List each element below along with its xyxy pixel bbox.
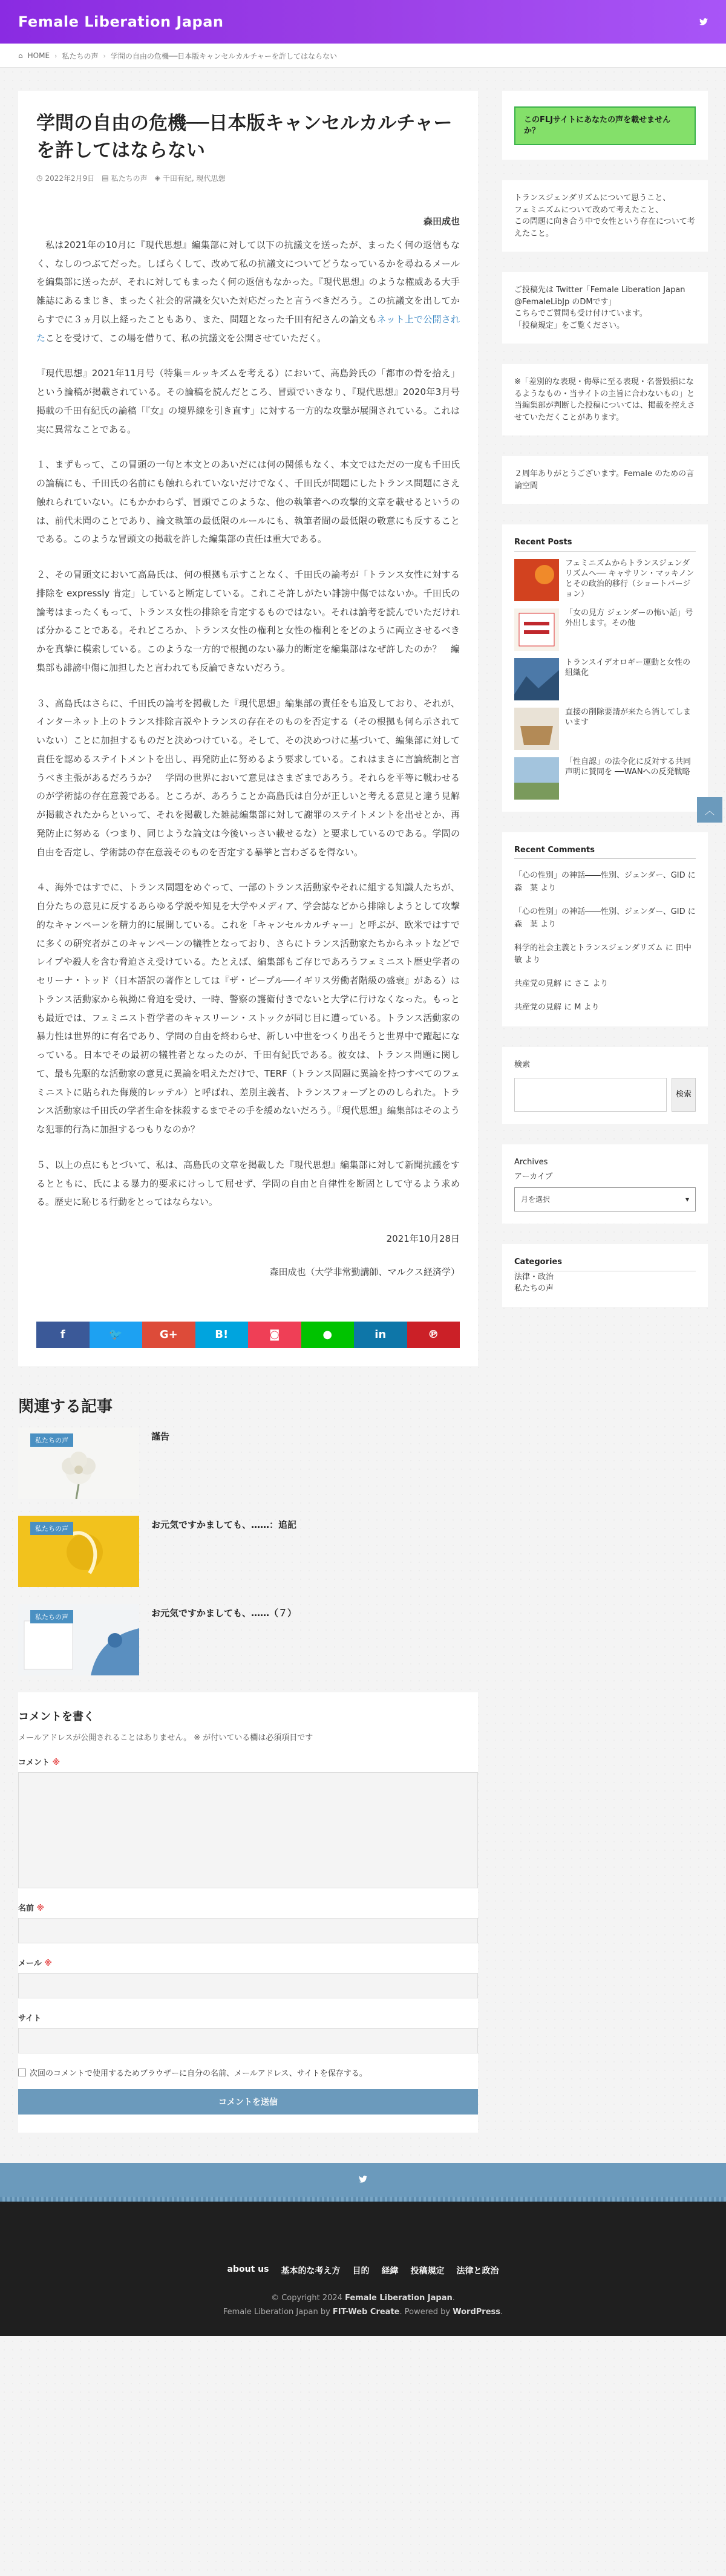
- comment-textarea[interactable]: [18, 1772, 478, 1888]
- related-item[interactable]: [18, 1604, 478, 1675]
- text-widget: [502, 364, 708, 435]
- related-heading: 関連する記事: [18, 1397, 113, 1416]
- copyright: © Copyright 2024 Female Liberation Japan.: [271, 2293, 455, 2303]
- footer-link[interactable]: about us: [227, 2264, 269, 2274]
- promo-widget: [502, 91, 708, 160]
- twitter-bird-icon[interactable]: [359, 2174, 367, 2185]
- credit-line: Female Liberation Japan by FIT-Web Create. Powered by WordPress.: [223, 2307, 503, 2317]
- footer-link[interactable]: 法律と政治: [456, 2266, 499, 2276]
- author-name: 森田成也: [423, 215, 460, 227]
- recent-post[interactable]: [514, 658, 696, 700]
- paragraph: ３、高島氏はさらに、千田氏の論考を掲載した『現代思想』編集部の責任をも追及しており、それが、インターネット上のトランス排除言説やトランスの存在そのものを否定する（その根拠も何ら示されていない）ことに加担するものだと決めつけている。そして、その決めつけに基づいて、編集部に対して責任を認めるステイトメントを出し、再発防止に努めるよう要求している。これはまさに言論統制と言うべき主張があるだろうか？ 学問の世界において意見はさまざまであろう。それらを平等に戦わせるのが学術誌の存在意義である。ところが、あろうことか高島氏は自分が正しいと考える意見と違う見解が掲載されたからといって、それを掲載した雑誌編集部に対して謝罪のステイトメントを出せとか、再発防止に努める（つまり、同じような論文は今後いっさい載せるな）と要求しているのである。学問の自由を否定し、学術誌の存在意義そのものを否定する暴挙と言わざるを得ない。: [36, 697, 460, 858]
- footer-link[interactable]: 経緯: [381, 2266, 399, 2276]
- category-item[interactable]: 私たちの声: [514, 1284, 554, 1294]
- recent-comments-widget: [502, 832, 708, 1026]
- archive-select[interactable]: 月を選択 ▾: [514, 1187, 696, 1211]
- recent-post-title[interactable]: トランスイデオロギー運動と女性の組織化: [565, 657, 691, 677]
- sidebar: [502, 91, 708, 2133]
- recent-comment[interactable]: 科学的社会主義とトランスジェンダリズム に 田中 敏 より: [514, 943, 699, 965]
- footer-link[interactable]: 投稿規定: [410, 2266, 445, 2276]
- consent-checkbox[interactable]: [18, 2069, 26, 2076]
- recent-post-title[interactable]: フェミニズムからトランスジェンダリズムへ── キャサリン・マッキノンとその政治的移行（ショートバージョン）: [565, 558, 695, 599]
- category-tag: 私たちの声: [30, 1610, 73, 1623]
- recent-post[interactable]: [514, 559, 696, 601]
- recent-posts-title: Recent Posts: [514, 536, 696, 552]
- letter-signature: 森田成也（大学非常勤講師、マルクス経済学）: [269, 1266, 460, 1277]
- search-widget: [502, 1047, 708, 1124]
- related-title[interactable]: 謹告: [151, 1430, 170, 1442]
- name-label: 名前 ※: [18, 1903, 45, 1913]
- category-tag: 私たちの声: [30, 1433, 73, 1447]
- email-label: メール ※: [18, 1958, 52, 1968]
- share-hatena-button[interactable]: B!: [195, 1322, 249, 1348]
- recent-thumb[interactable]: [514, 559, 559, 601]
- letter-date: 2021年10月28日: [386, 1233, 460, 1245]
- widget-text: ２周年ありがとうございます。Female のための言論空間: [514, 469, 695, 491]
- content-container: [18, 91, 708, 2133]
- recent-comment[interactable]: 「心の性別」の神話――性別、ジェンダー、GID に 森 葉 より: [514, 907, 696, 929]
- site-footer: [0, 2202, 726, 2336]
- recent-thumb[interactable]: [514, 757, 559, 800]
- category-item[interactable]: 法律・政治: [514, 1272, 554, 1282]
- recent-post-title[interactable]: 「性自認」の法令化に反対する共同声明に賛同を ──WANへの反発戦略: [565, 757, 692, 777]
- share-buttons: [36, 1322, 460, 1348]
- comment-label: コメント ※: [18, 1758, 60, 1767]
- text-widget: [502, 272, 708, 344]
- date-meta: ◷ 2022年2月9日: [36, 174, 95, 183]
- clock-icon: ◷: [36, 174, 43, 183]
- widget-text: ※「差別的な表現・侮辱に至る表現・名誉毀損になるようなもの・当サイトの主旨に合わないもの」と当編集部が判断した投稿については、掲載を控えさせていただくことがあります。: [514, 377, 695, 422]
- consent-label: 次回のコメントで使用するためブラウザーに自分の名前、メールアドレス、サイトを保存する。: [30, 2069, 367, 2078]
- recent-thumb[interactable]: [514, 608, 559, 651]
- name-field[interactable]: [18, 1918, 478, 1943]
- paragraph: ５、以上の点にもとづいて、私は、高島氏の文章を掲載した『現代思想』編集部に対して新聞抗議をするとともに、氏による暴力的要求にけっして屈せず、学問の自由と自律性を断固として守るよう求める。歴史に恥じる行動をとってはならない。: [36, 1159, 460, 1208]
- archives-title: Archives: [514, 1158, 548, 1167]
- home-icon: ⌂: [18, 51, 23, 60]
- folder-icon: ▤: [102, 174, 109, 183]
- share-googleplus-button[interactable]: G+: [142, 1322, 195, 1348]
- breadcrumb-bar: [0, 44, 726, 68]
- promo-button[interactable]: このFLJサイトにあなたの声を載せませんか？: [514, 106, 696, 145]
- search-button[interactable]: 検索: [672, 1078, 696, 1112]
- recent-thumb[interactable]: [514, 708, 559, 750]
- recent-comment[interactable]: 共産党の見解 に M より: [514, 1002, 600, 1012]
- recent-posts-widget: [502, 524, 708, 812]
- related-item[interactable]: [18, 1427, 478, 1499]
- related-title[interactable]: お元気ですかましても、……：追記: [151, 1519, 297, 1530]
- chevron-down-icon: ▾: [685, 1195, 689, 1204]
- categories-widget: [502, 1244, 708, 1307]
- recent-thumb[interactable]: [514, 658, 559, 700]
- share-line-button[interactable]: ●: [301, 1322, 355, 1348]
- paragraph: ２、その冒頭文において高島氏は、何の根拠も示すことなく、千田氏の論考が「トランス女性に対する排除を expressly 肯定」していると断定している。これこそ許しがたい誹謗中傷ではないか。千田氏の論考はまったくもって、トランス女性の排除を肯定するものではない。それは論考を読んでいただければ分かることである。それどころか、トランス女性の権利と女性の権利とをどのように両立させるべきかを真摯に模索している。このような一方的で根拠のない暴力的断定を編集部はなぜ許したのか？ 編集部も誹謗中傷に加担したと言われても反論できないだろう。: [36, 569, 460, 673]
- twitter-bird-icon[interactable]: [699, 16, 708, 28]
- related-thumbnail[interactable]: [18, 1516, 139, 1587]
- footer-link[interactable]: 基本的な考え方: [281, 2266, 341, 2276]
- email-field[interactable]: [18, 1973, 478, 1998]
- comment-heading: コメントを書く: [18, 1710, 94, 1723]
- share-facebook-button[interactable]: f: [36, 1322, 90, 1348]
- recent-post[interactable]: [514, 757, 696, 800]
- share-pocket-button[interactable]: ◙: [248, 1322, 301, 1348]
- footer-stripe: [0, 2197, 726, 2202]
- breadcrumb-separator: ›: [103, 51, 106, 60]
- related-list: [18, 1427, 478, 1675]
- site-title[interactable]: Female Liberation Japan: [18, 13, 224, 30]
- scroll-top-button[interactable]: [697, 797, 722, 823]
- breadcrumb-home[interactable]: HOME: [27, 51, 50, 60]
- breadcrumb-category[interactable]: 私たちの声: [62, 51, 99, 60]
- tag-icon: ◈: [154, 174, 160, 183]
- share-linkedin-button[interactable]: in: [354, 1322, 407, 1348]
- recent-post[interactable]: [514, 708, 696, 750]
- tags-meta[interactable]: ◈ 千田有紀, 現代思想: [154, 174, 226, 183]
- article-meta: [36, 173, 460, 183]
- footer-link[interactable]: 目的: [352, 2266, 370, 2276]
- article-body: [36, 236, 460, 1282]
- archives-subtitle: アーカイブ: [514, 1172, 553, 1181]
- related-thumbnail[interactable]: [18, 1604, 139, 1675]
- paragraph: 『現代思想』2021年11月号（特集＝ルッキズムを考える）において、高島鈴氏の「都市の骨を拾え」という論稿が掲載されている。その論稿を読んだところ、冒頭でいきなり、『現代思想』2020年3月号掲載の千田有紀氏の論稿「『女』の境界線を引き直す」に対する一方的な攻撃が展開されている。これは実に異常なことである。: [36, 368, 460, 435]
- related-title[interactable]: お元気ですかましても、……（７）: [151, 1607, 297, 1619]
- breadcrumb: [0, 44, 726, 68]
- consent-row: [18, 2067, 478, 2078]
- widget-text: トランスジェンダリズムについて思うこと、 フェミニズムについて改めて考えたこと、 この問題に向き合う中で女性という存在について考えたこと。: [514, 194, 695, 238]
- recent-post-title[interactable]: 直接の削除要請が来たら消してしまいます: [565, 707, 692, 727]
- article: [18, 91, 478, 1366]
- site-label: サイト: [18, 2014, 42, 2023]
- text-widget: [502, 180, 708, 252]
- footer-band: [0, 2163, 726, 2197]
- recent-comment[interactable]: 共産党の見解 に さこ より: [514, 979, 609, 989]
- recent-comments-title: Recent Comments: [514, 844, 696, 859]
- site-header: [0, 0, 726, 44]
- footer-nav: [0, 2265, 726, 2277]
- share-pinterest-button[interactable]: ℗: [407, 1322, 460, 1348]
- recent-comment[interactable]: 「心の性別」の神話――性別、ジェンダー、GID に 森 葉 より: [514, 871, 696, 893]
- main-column: [18, 91, 478, 2133]
- related-item[interactable]: [18, 1516, 478, 1587]
- chevron-up-icon: ︿: [704, 804, 715, 817]
- text-widget: [502, 456, 708, 504]
- paragraph: ４、海外ではすでに、トランス問題をめぐって、一部のトランス活動家やそれに組する知識人たちが、自分たちの意見に反するあらゆる学説や知見を大学やメディア、学会誌などから排除しようとして攻撃的なキャンペーンを精力的に展開している。これを「キャンセルカルチャー」と呼ぶが、欧米ではすでに多くの研究者がこのキャンペーンの犠牲となっており、さらにトランス活動家たちからネットなどでレイプや殺人を含む脅迫さえ受けている。たとえば、編集部もご存じであろうフェミニスト歴史学者のセリーナ・トッド（日本語訳の著作としては『ザ・ピープル──イギリス労働者階級の盛衰』がある）はトランス活動家から執拗に脅迫を受け、一時、警察の護衛付きでないと大学に行けなくなった。もっとも最近では、フェミニスト哲学者のキャスリーン・ストックが同じ目に遭っている。トランス活動家の暴力性は世界的に有名であり、学問の自由を終わらせ、新しい中世をつくり出そうと世界中で躍起になっている。日本でその最初の犠牲者となったのが、千田有紀氏である。彼女は、トランス問題に関して、最も先駆的な活動家の意見に異論を唱えただけで、TERF（トランス問題に異論を持つすべてのフェミニストに貼られた侮蔑的レッテル）と呼ばれ、差別主義者、トランスフォーブとののしられた。トランス活動家は千田氏の学者生命を抹殺するまでその手を緩めないだろう。『現代思想』編集部はそのような犯罪的行為に加担するつもりなのか？: [36, 882, 460, 1135]
- paragraph-intro: 私は2021年の10月に『現代思想』編集部に対して以下の抗議文を送ったが、まったく何の返信もなく、なしのつぶてだった。しばらくして、改めて私の抗議文についてどうなっているかを尋ねるメールを編集部に送ったが、それに対してもまったく何の返信もなかった。『現代思想』のような権威ある大手雑誌にあるまじき、まったく社会的常識を欠いた対応だったと言うべきだろう。この抗議文を出してからすでに３ヵ月以上経ったこともあり、また、問題となった千田有紀さんの論文もネット上で公開されたことを受けて、この場を借りて、私の抗議文を公開させていただく。: [36, 239, 460, 344]
- paragraph: １、まずもって、この冒頭の一句と本文とのあいだには何の関係もなく、本文ではただの一度も千田氏の論稿にも、千田氏の名前にも触れられていないだけでなく、千田氏が問題にしたトランス問題にさえ触れられていない。にもかかわらず、冒頭でこのような、他の執筆者への攻撃的文章を載せるというのは、前代未聞のことであり、論文執筆の最低限のルールにも、執筆者間の最低限の敬意にも反することである。このような冒頭文の掲載を許した編集部の責任は重大である。: [36, 459, 460, 545]
- category-tag: 私たちの声: [30, 1522, 73, 1535]
- recent-post[interactable]: [514, 608, 696, 651]
- search-input[interactable]: [514, 1078, 667, 1112]
- widget-text: ご投稿先は Twitter「Female Liberation Japan @FemaleLibJp のDMです」 こちらでご質問も受け付けています。 「投稿規定」をご覧ください。: [514, 285, 685, 330]
- site-field[interactable]: [18, 2028, 478, 2053]
- related-thumbnail[interactable]: [18, 1427, 139, 1499]
- search-label: 検索: [514, 1060, 531, 1069]
- search-row: [514, 1078, 696, 1112]
- comment-form: [18, 1692, 478, 2133]
- categories-title: Categories: [514, 1256, 696, 1271]
- breadcrumb-separator: ›: [54, 51, 57, 60]
- share-twitter-button[interactable]: 🐦: [90, 1322, 143, 1348]
- archives-widget: [502, 1144, 708, 1224]
- article-title: 学問の自由の危機──日本版キャンセルカルチャーを許してはならない: [36, 112, 453, 161]
- source-link[interactable]: ネット上で公開された: [36, 313, 460, 344]
- recent-post-title[interactable]: 「女の見方 ジェンダーの怖い話」号外出します。その他: [565, 608, 693, 628]
- comment-note: メールアドレスが公開されることはありません。 ※ が付いている欄は必須項目です: [18, 1733, 313, 1743]
- breadcrumb-current: 学問の自由の危機──日本版キャンセルカルチャーを許してはならない: [110, 51, 337, 60]
- submit-comment-button[interactable]: コメントを送信: [18, 2089, 478, 2115]
- category-meta[interactable]: ▤ 私たちの声: [102, 174, 148, 183]
